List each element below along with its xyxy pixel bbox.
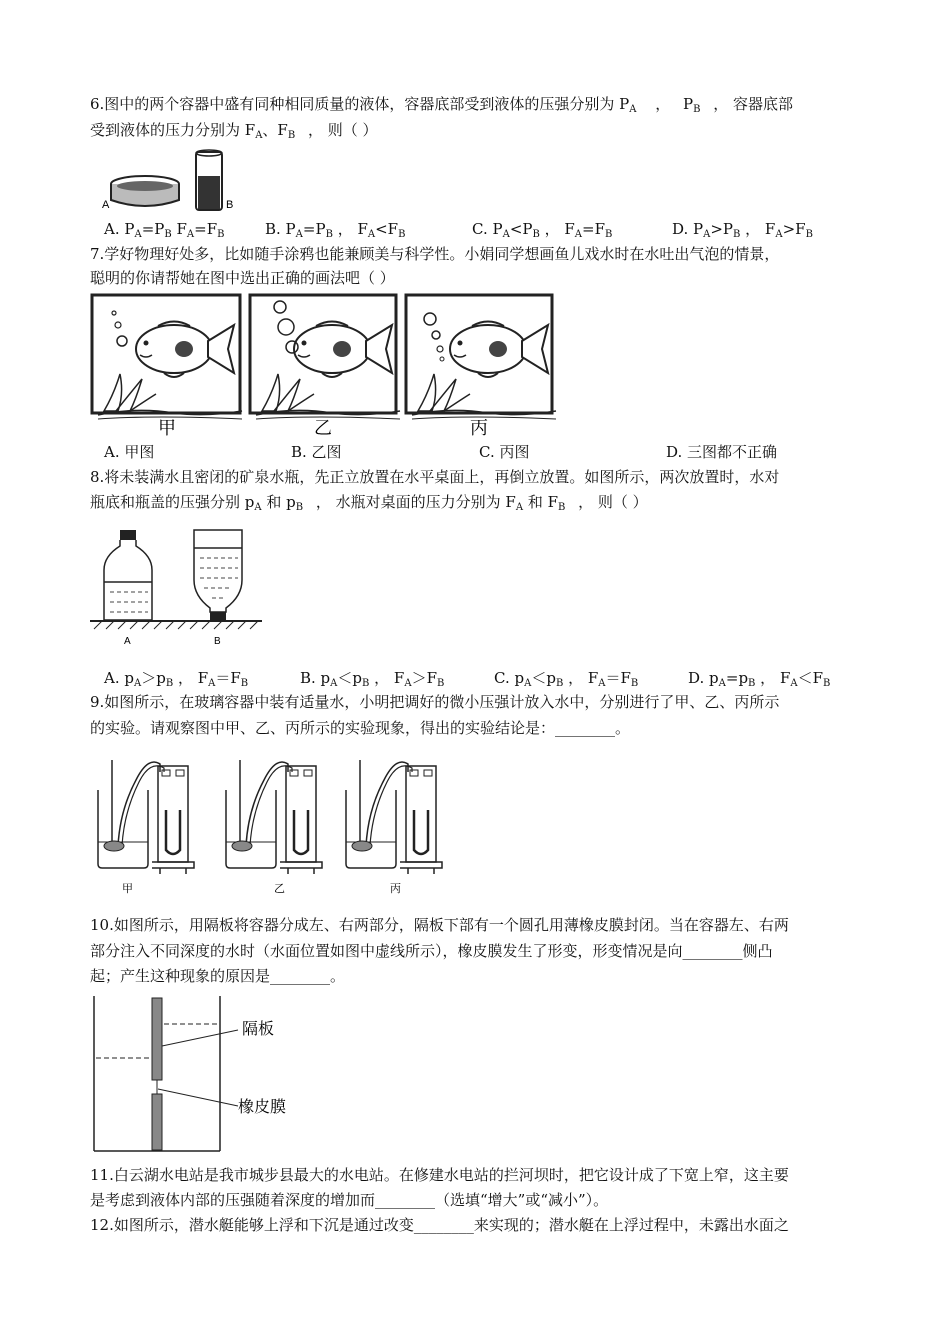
q7-option-a[interactable]: A. 甲图 [104,443,155,461]
q7-fish-figure [90,293,560,439]
q10-label-partition: 隔板 [242,1019,275,1038]
q8-line-2: 瓶底和瓶盖的压强分别 $p_A$ 和 $p_B$ ， 水瓶对桌面的压力分别为 $F_A$ 和 $F_B$ ， 则（ ） [90,493,648,513]
q10-line-3: 起；产生这种现象的原因是________。 [90,967,346,985]
q6-containers-figure [100,146,240,218]
q8-option-b[interactable]: B. $p_A<p_B$ ， $F_A>F_B$ [300,669,445,689]
q7-line-1: 7.学好物理好处多，比如随手涂鸦也能兼顾美与科学性。小娟同学想画鱼儿戏水时在水吐出气泡的情景， [90,245,780,263]
q7-option-c[interactable]: C. 丙图 [479,443,530,461]
q8-fig-label-b: B [214,636,221,647]
q12-line-1: 12.如图所示，潜水艇能够上浮和下沉是通过改变________来实现的；潜水艇在上浮过程中，未露出水面之 [90,1216,789,1234]
q7-label-bing: 丙 [470,418,488,439]
q8-fig-label-a: A [124,636,131,647]
q9-line-1: 9.如图所示，在玻璃容器中装有适量水，小明把调好的微小压强计放入水中，分别进行了甲、乙、丙所示 [90,693,780,711]
q9-label-bing: 丙 [390,882,401,895]
q6-line-1: 6.图中的两个容器中盛有同种相同质量的液体，容器底部受到液体的压强分别为 $P_A$ ， $P_B$ ， 容器底部 [90,95,794,115]
q6-line-2: 受到液体的压力分别为 $F_A$、$F_B$ ， 则（ ） [90,121,378,141]
q8-option-d[interactable]: D. $p_A=p_B$ ， $F_A<F_B$ [688,669,831,689]
q7-label-jia: 甲 [158,418,176,439]
q6-option-a[interactable]: A. $P_A=P_B$ $F_A=F_B$ [104,220,225,240]
q7-label-yi: 乙 [314,418,332,439]
q9-line-2: 的实验。请观察图中甲、乙、丙所示的实验现象，得出的实验结论是：________。 [90,719,631,737]
q11-line-1: 11.白云湖水电站是我市城步县最大的水电站。在修建水电站的拦河坝时，把它设计成了下宽上窄，这主要 [90,1166,789,1184]
q7-line-2: 聪明的你请帮她在图中选出正确的画法吧（ ） [90,269,395,287]
q8-bottles-figure [90,526,270,650]
q6-option-b[interactable]: B. $P_A=P_B$ ， $F_A<F_B$ [265,220,406,240]
q9-label-jia: 甲 [122,882,133,895]
q6-option-d[interactable]: D. $P_A>P_B$ ， $F_A>F_B$ [672,220,813,240]
q6-fig-label-a: A [102,199,110,211]
q10-line-2: 部分注入不同深度的水时（水面位置如图中虚线所示），橡皮膜发生了形变，形变情况是向________侧凸 [90,942,773,960]
q11-line-2: 是考虑到液体内部的压强随着深度的增加而________（选填“增大”或“减小”）。 [90,1191,609,1209]
q6-fig-label-b: B [226,199,234,211]
q10-partition-figure [90,994,310,1154]
q10-label-membrane: 橡皮膜 [238,1097,287,1116]
q9-pressure-gauge-figure [92,750,452,900]
q6-option-c[interactable]: C. $P_A<P_B$ ， $F_A=F_B$ [472,220,613,240]
q10-line-1: 10.如图所示，用隔板将容器分成左、右两部分，隔板下部有一个圆孔用薄橡皮膜封闭。当在容器左、右两 [90,916,789,934]
q7-option-d[interactable]: D. 三图都不正确 [666,443,778,461]
q8-option-c[interactable]: C. $p_A<p_B$ ， $F_A=F_B$ [494,669,639,689]
q8-option-a[interactable]: A. $p_A>p_B$ ， $F_A=F_B$ [104,669,249,689]
q7-option-b[interactable]: B. 乙图 [291,443,342,461]
q8-line-1: 8.将未装满水且密闭的矿泉水瓶，先正立放置在水平桌面上，再倒立放置。如图所示，两次放置时，水对 [90,468,780,486]
q9-label-yi: 乙 [274,882,285,895]
